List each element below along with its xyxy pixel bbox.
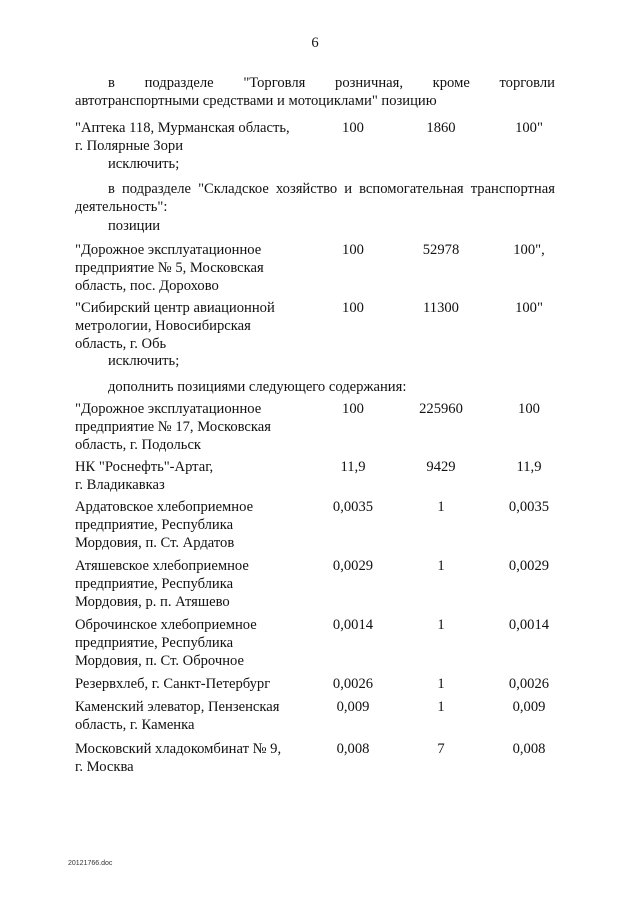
position-value-3: 0,009	[512, 699, 546, 715]
position-value-2: 11300	[423, 300, 459, 316]
position-value-1: 0,0029	[332, 558, 374, 574]
position-row	[75, 241, 565, 301]
section-word: "Складское	[198, 181, 269, 197]
add-positions-heading: дополнить позициями следующего содержания:	[108, 379, 407, 395]
intro-word: в	[108, 75, 115, 91]
position-value-3: 100",	[513, 242, 545, 258]
position-name: Ардатовское хлебоприемное предприятие, Республика Мордовия, п. Ст. Ардатов	[75, 499, 254, 551]
position-row	[75, 557, 565, 617]
position-row	[75, 299, 565, 359]
position-name: НК "Роснефть"-Артаг, г. Владикавказ	[75, 459, 214, 493]
position-value-2: 7	[437, 741, 445, 757]
position-value-2: 52978	[422, 242, 460, 258]
position-value-2: 1	[437, 617, 445, 633]
position-name: Резервхлеб, г. Санкт-Петербург	[75, 676, 271, 692]
position-value-3: 0,008	[512, 741, 546, 757]
page-number: 6	[311, 35, 319, 51]
position-value-2: 1860	[426, 120, 456, 136]
document-file-id: 20121766.doc	[68, 860, 113, 867]
position-value-3: 0,0026	[508, 676, 550, 692]
position-value-3: 11,9	[516, 459, 542, 475]
section-word: хозяйство	[275, 181, 338, 197]
section-word: подразделе	[121, 181, 192, 197]
intro-line-2: автотранспортными средствами и мотоциклами" позицию	[75, 93, 437, 109]
position-value-3: 0,0029	[508, 558, 550, 574]
position-value-2: 9429	[426, 459, 456, 475]
position-row	[75, 740, 565, 800]
intro-word: подразделе	[144, 75, 214, 91]
position-row	[75, 498, 565, 558]
position-name: "Дорожное эксплуатационное предприятие № 5, Московская область, пос. Дорохово	[75, 242, 264, 294]
intro-line-1	[75, 74, 555, 92]
intro-word: розничная,	[335, 75, 403, 91]
position-value-1: 11,9	[340, 459, 366, 475]
section-2-line-1	[75, 180, 555, 198]
intro-paragraph	[75, 74, 555, 110]
position-value-2: 225960	[419, 401, 463, 417]
position-name: Атяшевское хлебоприемное предприятие, Республика Мордовия, р. п. Атяшево	[75, 558, 249, 610]
position-value-3: 0,0035	[508, 499, 550, 515]
position-value-2: 1	[437, 699, 445, 715]
position-value-1: 0,0014	[332, 617, 374, 633]
position-value-3: 0,0014	[508, 617, 550, 633]
position-value-3: 100"	[515, 120, 543, 136]
position-name: Оброчинское хлебоприемное предприятие, Республика Мордовия, п. Ст. Оброчное	[75, 617, 257, 669]
position-name: "Дорожное эксплуатационное предприятие № 17, Московская область, г. Подольск	[75, 401, 271, 453]
position-name: Московский хладокомбинат № 9, г. Москва	[75, 741, 282, 775]
positions-label: позиции	[108, 218, 161, 234]
position-value-1: 100	[342, 401, 364, 417]
position-value-3: 100	[518, 401, 540, 417]
position-value-2: 1	[437, 558, 445, 574]
section-2-line-2: деятельность":	[75, 199, 168, 215]
position-value-1: 100	[342, 120, 364, 136]
position-name: Каменский элеватор, Пензенская область, г. Каменка	[75, 699, 280, 733]
intro-word: "Торговля	[243, 75, 306, 91]
position-name: "Сибирский центр авиационной метрологии, Новосибирская область, г. Обь	[75, 300, 275, 352]
position-value-3: 100"	[515, 300, 543, 316]
section-word: транспортная	[470, 181, 555, 197]
position-value-1: 0,008	[336, 741, 370, 757]
section-word: вспомогательная	[359, 181, 464, 197]
exclude-note: исключить;	[108, 353, 180, 369]
section-2-paragraph	[75, 180, 555, 216]
position-value-1: 0,009	[336, 699, 370, 715]
section-word: в	[108, 181, 115, 197]
position-value-2: 1	[437, 676, 445, 692]
exclude-note: исключить;	[108, 156, 180, 172]
position-value-1: 0,0035	[332, 499, 374, 515]
position-row	[75, 616, 565, 676]
intro-word: торговли	[499, 75, 555, 91]
position-value-1: 100	[342, 242, 364, 258]
position-name: "Аптека 118, Мурманская область, г. Полярные Зори	[75, 120, 290, 154]
position-value-1: 100	[342, 300, 364, 316]
intro-word: кроме	[432, 75, 470, 91]
position-value-2: 1	[437, 499, 445, 515]
position-row	[75, 400, 565, 460]
section-word: и	[344, 181, 353, 197]
position-value-1: 0,0026	[332, 676, 374, 692]
